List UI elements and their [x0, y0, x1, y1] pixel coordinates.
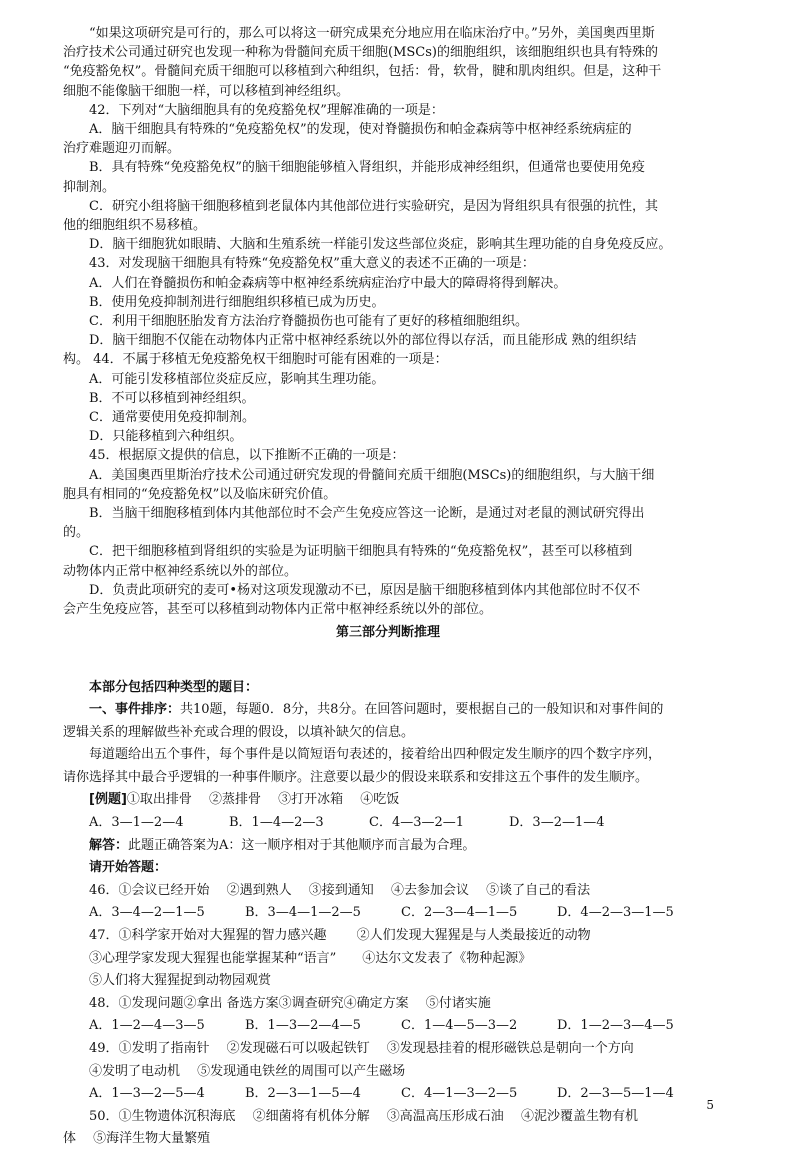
- question-48-option: B．1—3—2—4—5: [245, 1018, 361, 1034]
- type1-text: 共10题，每题0．8分，共8分。在回答问题时，要根据自己的一般知识和对事件间的: [180, 702, 664, 718]
- example-option: D．3—2—1—4: [509, 815, 605, 831]
- question-45-option-b: B．当脑干细胞移植到体内其他部位时不会产生免疫应答这一论断，是通过对老鼠的测试研究得出: [89, 506, 645, 522]
- question-43-option-d-cont: 构。 44．不属于移植无免疫豁免权干细胞时可能有困难的一项是：: [63, 352, 448, 368]
- passage-line: 治疗技术公司通过研究也发现一种称为骨髓间充质干细胞(MSCs)的细胞组织，该细胞组织也具有特殊的: [63, 45, 658, 61]
- answer-text: 此题正确答案为A：这一顺序相对于其他顺序而言最为合理。: [128, 837, 476, 853]
- answer-label: 解答：: [89, 837, 129, 853]
- question-44-option-c: C．通常要使用免疫抑制剂。: [89, 410, 255, 426]
- passage-line: “免疫豁免权”。骨髓间充质干细胞可以移植到六种组织，包括：骨，软骨，腱和肌肉组织。但是，这种干: [63, 64, 662, 80]
- question-46: 46．①会议已经开始 ②遇到熟人 ③接到通知 ④去参加会议 ⑤谈了自己的看法: [89, 882, 591, 898]
- section-3-body: [63, 677, 713, 1151]
- question-46-option: C．2—3—4—1—5: [401, 905, 518, 921]
- question-43-option-d: D．脑干细胞不仅能在动物体内正常中枢神经系统以外的部位得以存活，而且能形成 熟的组织结: [89, 333, 637, 349]
- example-option: C．4—3—2—1: [369, 815, 465, 831]
- question-43-option-c: C．利用干细胞胚胎发育方法治疗脊髓损伤也可能有了更好的移植细胞组织。: [89, 314, 528, 330]
- question-42-option-b-cont: 抑制剂。: [63, 179, 116, 195]
- question-49: 49．①发明了指南针 ②发现磁石可以吸起铁钉 ③发现悬挂着的棍形磁铁总是朝向一个方向: [89, 1041, 634, 1056]
- question-45-option-a: A．美国奥西里斯治疗技术公司通过研究发现的骨髓间充质干细胞(MSCs)的细胞组织，与大脑干细: [89, 467, 655, 483]
- question-45-option-d-cont: 会产生免疫应答，甚至可以移植到动物体内正常中枢神经系统以外的部位。: [63, 602, 493, 618]
- question-45-option-c: C．把干细胞移植到肾组织的实验是为证明脑干细胞具有特殊的“免疫豁免权”，甚至可以移植到: [89, 544, 633, 560]
- question-48-option: D．1—2—3—4—5: [557, 1018, 674, 1034]
- question-48-option: C．1—4—5—3—2: [401, 1018, 518, 1034]
- example-options: [63, 812, 713, 835]
- question-45-option-c-cont: 动物体内正常中枢神经系统以外的部位。: [63, 563, 298, 579]
- example-option: B．1—4—2—3: [229, 815, 324, 831]
- question-45-stem: 45．根据原文提供的信息，以下推断不正确的一项是：: [89, 448, 405, 464]
- example-line: [63, 789, 713, 812]
- question-42-option-b: B．具有特殊“免疫豁免权”的脑干细胞能够植入肾组织，并能形成神经组织，但通常也要使用免疫: [89, 160, 645, 176]
- question-45-option-b-cont: 的。: [63, 525, 90, 541]
- question-43-stem: 43．对发现脑干细胞具有特殊“免疫豁免权”重大意义的表述不正确的一项是：: [89, 256, 535, 272]
- question-46-options: [63, 902, 713, 925]
- question-45-option-a-cont: 胞具有相同的“免疫豁免权”以及临床研究价值。: [63, 486, 337, 502]
- explain-line-cont: 请你选择其中最合乎逻辑的一种事件顺序。注意要以最少的假设来联系和安排这五个事件的发生顺序。: [63, 769, 649, 785]
- intro-heading: 本部分包括四种类型的题目：: [89, 679, 259, 695]
- page-content: [63, 24, 713, 1151]
- type1-text-cont: 逻辑关系的理解做些补充或合理的假设，以填补缺欠的信息。: [63, 724, 415, 740]
- question-42-option-c: C．研究小组将脑干细胞移植到老鼠体内其他部位进行实验研究，是因为肾组织具有很强的抗性，其: [89, 198, 658, 214]
- question-43-option-a: A．人们在脊髓损伤和帕金森病等中枢神经系统病症治疗中最大的障碍将得到解决。: [89, 275, 567, 291]
- question-49-option: B．2—3—1—5—4: [245, 1086, 361, 1102]
- question-44-option-a: A．可能引发移植部位炎症反应，影响其生理功能。: [89, 371, 385, 387]
- question-44-option-d: D．只能移植到六种组织。: [89, 429, 243, 445]
- question-47: 47．①科学家开始对大猩猩的智力感兴趣 ②人们发现大猩猩是与人类最接近的动物: [89, 928, 591, 944]
- example-items: ①取出排骨 ②蒸排骨 ③打开冰箱 ④吃饭: [126, 792, 400, 808]
- question-49-options: [63, 1083, 713, 1106]
- question-42-option-a-cont: 治疗难题迎刃而解。: [63, 141, 181, 157]
- question-48-options: [63, 1015, 713, 1038]
- question-42-stem: 42．下列对“大脑细胞具有的免疫豁免权”理解准确的一项是：: [89, 102, 444, 118]
- question-47-cont: ③心理学家发现大猩猩也能掌握某种“语言” ④达尔文发表了《物种起源》: [89, 950, 532, 966]
- question-43-option-b: B．使用免疫抑制剂进行细胞组织移植已成为历史。: [89, 294, 385, 310]
- page-number: 5: [706, 1098, 714, 1112]
- question-46-option: A．3—4—2—1—5: [89, 905, 205, 921]
- question-42-option-a: A．脑干细胞具有特殊的“免疫豁免权”的发现，使对脊髓损伤和帕金森病等中枢神经系统病症的: [89, 122, 632, 138]
- question-49-option: C．4—1—3—2—5: [401, 1086, 518, 1102]
- question-45-option-d: D．负责此项研究的麦可•杨对这项发现激动不已，原因是脑干细胞移植到体内其他部位时不仅不: [89, 582, 641, 598]
- question-49-option: D．2—3—5—1—4: [557, 1086, 674, 1102]
- question-47-cont: ⑤人们将大猩猩捉到动物园观赏: [89, 973, 272, 989]
- passage-line: “如果这项研究是可行的，那么可以将这一研究成果充分地应用在临床治疗中。”另外，美国奥西里斯: [89, 26, 655, 41]
- question-50-cont: 体 ⑤海洋生物大量繁殖: [63, 1131, 211, 1147]
- question-44-option-b: B．不可以移植到神经组织。: [89, 390, 255, 406]
- type1-line: [63, 699, 713, 722]
- question-48-option: A．1—2—4—3—5: [89, 1018, 205, 1034]
- example-option: A．3—1—2—4: [89, 815, 184, 831]
- question-46-option: D．4—2—3—1—5: [557, 905, 674, 921]
- question-42-option-c-cont: 他的细胞组织不易移植。: [63, 218, 207, 234]
- question-42-option-d: D．脑干细胞犹如眼睛、大脑和生殖系统一样能引发这些部位炎症，影响其生理功能的自身免疫反应。: [89, 237, 672, 253]
- start-heading: 请开始答题：: [89, 860, 168, 876]
- question-49-option: A．1—3—2—5—4: [89, 1086, 205, 1102]
- type1-label: 一、事件排序：: [89, 702, 181, 718]
- example-label: [例题]: [89, 792, 127, 808]
- question-46-option: B．3—4—1—2—5: [245, 905, 361, 921]
- passage-line: 细胞不能像脑干细胞一样，可以移植到神经组织。: [63, 83, 350, 99]
- question-49-cont: ④发明了电动机 ⑤发现通电铁丝的周围可以产生磁场: [89, 1063, 406, 1079]
- question-50: 50．①生物遗体沉积海底 ②细菌将有机体分解 ③高温高压形成石油 ④泥沙覆盖生物有机: [89, 1108, 638, 1124]
- explain-line: 每道题给出五个事件，每个事件是以简短语句表述的，接着给出四种假定发生顺序的四个数字序列，: [89, 747, 662, 763]
- section-title: 第三部分判断推理: [335, 625, 440, 641]
- answer-line: [63, 835, 713, 858]
- question-48: 48．①发现问题②拿出 备选方案③调查研究④确定方案 ⑤付诸实施: [89, 995, 491, 1011]
